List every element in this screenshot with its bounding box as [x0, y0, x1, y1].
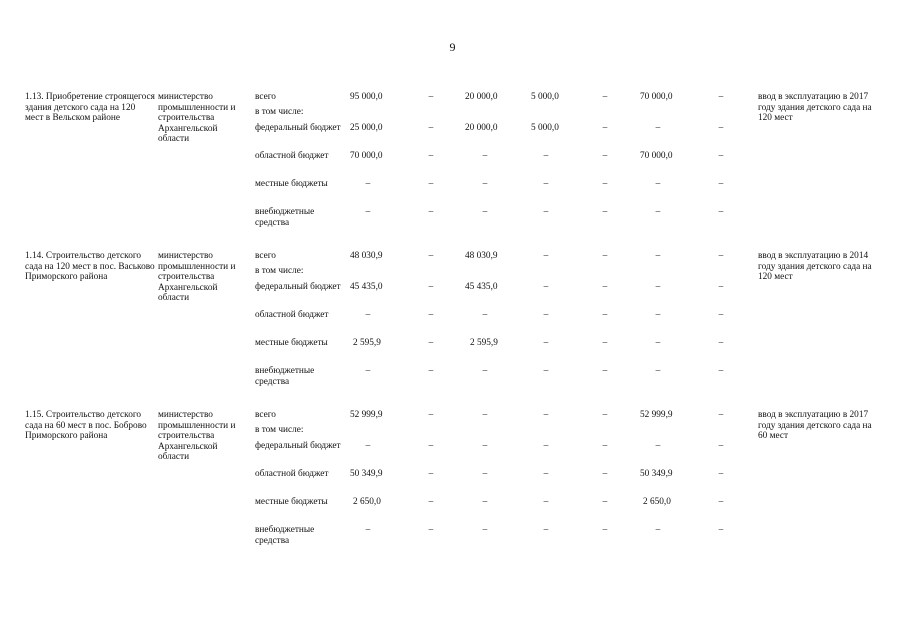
source-label: в том числе: — [255, 425, 304, 435]
source-label: всего — [255, 410, 276, 420]
source-label: федеральный бюджет — [255, 282, 341, 292]
source-label: внебюджетные средства — [255, 366, 315, 387]
value-cell: – — [602, 338, 608, 348]
value-cell: – — [428, 151, 434, 161]
value-cell: – — [365, 366, 371, 376]
value-cell: – — [655, 282, 661, 292]
value-cell: – — [482, 525, 488, 535]
value-cell: – — [602, 207, 608, 217]
value-cell: – — [428, 366, 434, 376]
value-cell: – — [655, 310, 661, 320]
source-label: всего — [255, 251, 276, 261]
value-cell: – — [655, 441, 661, 451]
value-total: 48 030,9 — [350, 251, 383, 261]
value-cell: 5 000,0 — [531, 123, 559, 133]
value-cell: – — [482, 497, 488, 507]
value-cell: – — [365, 179, 371, 189]
source-label: федеральный бюджет — [255, 441, 341, 451]
value-cell: – — [602, 123, 608, 133]
value-cell: – — [543, 410, 549, 420]
value-cell: – — [482, 366, 488, 376]
value-cell: 25 000,0 — [350, 123, 383, 133]
activity-name: 1.14. Строительство детского сада на 120 мест в пос. Васьково Приморского района — [25, 251, 155, 282]
responsible-executor: министерство промышленности и строительства Архангельской области — [158, 92, 236, 144]
page-number: 9 — [449, 40, 456, 54]
value-cell: – — [428, 525, 434, 535]
value-cell: – — [602, 525, 608, 535]
value-cell: – — [602, 92, 608, 102]
source-label: областной бюджет — [255, 310, 329, 320]
value-cell: – — [602, 441, 608, 451]
value-cell: 20 000,0 — [465, 123, 498, 133]
value-cell: – — [428, 92, 434, 102]
value-cell: – — [543, 251, 549, 261]
activity-name: 1.13. Приобретение строящегося здания детского сада на 120 мест в Вельском районе — [25, 92, 155, 123]
expected-result: ввод в эксплуатацию в 2017 году здания детского сада на 120 мест — [758, 92, 872, 123]
value-cell: 50 349,9 — [350, 469, 383, 479]
value-cell: 50 349,9 — [640, 469, 673, 479]
value-cell: – — [428, 497, 434, 507]
value-cell: – — [718, 366, 724, 376]
value-cell: – — [602, 310, 608, 320]
value-cell: – — [428, 282, 434, 292]
value-cell: 2 650,0 — [353, 497, 381, 507]
value-cell: – — [365, 310, 371, 320]
value-cell: – — [602, 151, 608, 161]
value-cell: – — [655, 179, 661, 189]
value-cell: – — [602, 251, 608, 261]
value-cell: 45 435,0 — [465, 282, 498, 292]
value-cell: – — [428, 469, 434, 479]
expected-result: ввод в эксплуатацию в 2014 году здания детского сада на 120 мест — [758, 251, 872, 282]
value-cell: – — [602, 469, 608, 479]
value-cell: – — [365, 207, 371, 217]
value-total: 95 000,0 — [350, 92, 383, 102]
value-cell: 2 650,0 — [643, 497, 671, 507]
activity-name: 1.15. Строительство детского сада на 60 мест в пос. Боброво Приморского района — [25, 410, 147, 441]
value-cell: – — [543, 179, 549, 189]
responsible-executor: министерство промышленности и строительства Архангельской области — [158, 251, 236, 303]
source-label: местные бюджеты — [255, 338, 328, 348]
value-cell: – — [543, 338, 549, 348]
value-cell: – — [543, 151, 549, 161]
source-label: внебюджетные средства — [255, 207, 315, 228]
responsible-executor: министерство промышленности и строительства Архангельской области — [158, 410, 236, 462]
value-cell: – — [718, 497, 724, 507]
source-label: областной бюджет — [255, 469, 329, 479]
source-label: областной бюджет — [255, 151, 329, 161]
value-cell: – — [718, 92, 724, 102]
value-cell: 52 999,9 — [640, 410, 673, 420]
value-cell: – — [718, 310, 724, 320]
value-cell: 70 000,0 — [640, 92, 673, 102]
value-cell: – — [718, 338, 724, 348]
value-cell: – — [482, 310, 488, 320]
value-cell: – — [428, 123, 434, 133]
value-cell: – — [365, 441, 371, 451]
source-label: всего — [255, 92, 276, 102]
source-label: местные бюджеты — [255, 497, 328, 507]
value-cell: – — [718, 441, 724, 451]
value-cell: – — [655, 338, 661, 348]
value-cell: – — [428, 179, 434, 189]
value-cell: – — [428, 410, 434, 420]
value-cell: – — [602, 282, 608, 292]
value-cell: – — [718, 251, 724, 261]
value-cell: 2 595,9 — [470, 338, 498, 348]
value-cell: – — [428, 251, 434, 261]
value-cell: – — [543, 441, 549, 451]
value-cell: – — [428, 441, 434, 451]
value-cell: – — [428, 338, 434, 348]
value-cell: 45 435,0 — [350, 282, 383, 292]
value-cell: – — [543, 310, 549, 320]
value-cell: – — [602, 366, 608, 376]
value-total: 52 999,9 — [350, 410, 383, 420]
value-cell: – — [428, 310, 434, 320]
source-label: в том числе: — [255, 107, 304, 117]
value-cell: – — [482, 469, 488, 479]
value-cell: – — [482, 207, 488, 217]
value-cell: – — [365, 525, 371, 535]
value-cell: – — [718, 123, 724, 133]
value-cell: – — [543, 207, 549, 217]
value-cell: – — [482, 179, 488, 189]
value-cell: – — [718, 282, 724, 292]
value-cell: – — [655, 207, 661, 217]
value-cell: 70 000,0 — [350, 151, 383, 161]
source-label: местные бюджеты — [255, 179, 328, 189]
value-cell: – — [482, 441, 488, 451]
value-cell: – — [718, 179, 724, 189]
source-label: внебюджетные средства — [255, 525, 315, 546]
value-cell: – — [482, 151, 488, 161]
source-label: федеральный бюджет — [255, 123, 341, 133]
value-cell: – — [543, 366, 549, 376]
value-cell: – — [718, 151, 724, 161]
value-cell: – — [655, 525, 661, 535]
value-cell: 20 000,0 — [465, 92, 498, 102]
value-cell: – — [718, 410, 724, 420]
value-cell: – — [602, 179, 608, 189]
value-cell: – — [655, 123, 661, 133]
value-cell: – — [482, 410, 488, 420]
value-cell: 2 595,9 — [353, 338, 381, 348]
value-cell: – — [718, 525, 724, 535]
value-cell: 48 030,9 — [465, 251, 498, 261]
value-cell: – — [718, 469, 724, 479]
source-label: в том числе: — [255, 266, 304, 276]
value-cell: – — [543, 282, 549, 292]
value-cell: – — [602, 410, 608, 420]
value-cell: – — [543, 497, 549, 507]
value-cell: 70 000,0 — [640, 151, 673, 161]
value-cell: – — [428, 207, 434, 217]
value-cell: – — [602, 497, 608, 507]
value-cell: – — [718, 207, 724, 217]
expected-result: ввод в эксплуатацию в 2017 году здания детского сада на 60 мест — [758, 410, 872, 441]
value-cell: – — [543, 525, 549, 535]
value-cell: – — [655, 251, 661, 261]
value-cell: – — [655, 366, 661, 376]
value-cell: 5 000,0 — [531, 92, 559, 102]
value-cell: – — [543, 469, 549, 479]
